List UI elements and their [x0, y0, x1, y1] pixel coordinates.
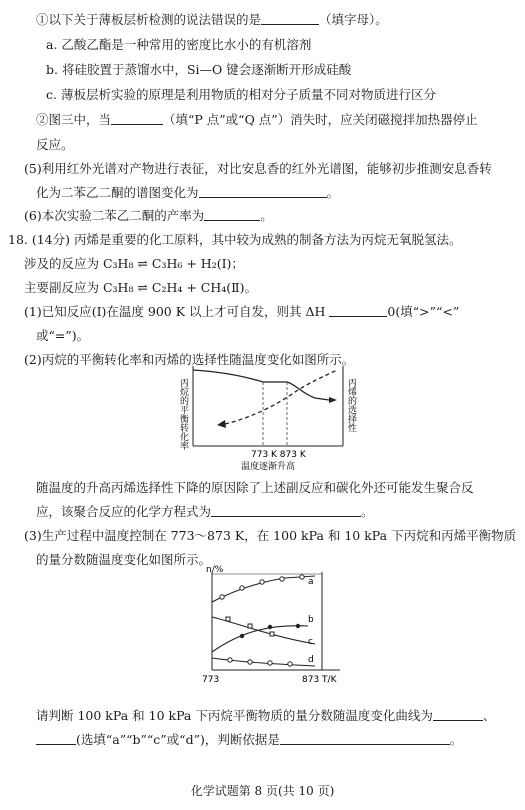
answer-blank[interactable] [111, 112, 163, 125]
reaction-1: 涉及的反应为 C₃H₈ ⇌ C₃H₆ + H₂(Ⅰ)； [24, 256, 244, 271]
curve-label-d: d [308, 655, 314, 665]
answer-blank[interactable] [280, 732, 450, 745]
question-text: 。 [449, 732, 463, 747]
q18-1 [24, 304, 459, 320]
answer-blank[interactable] [36, 732, 76, 745]
question-text: (1)已知反应(Ⅰ)在温度 900 K 以上才可自发，则其 ΔH [24, 304, 326, 319]
answer-blank[interactable] [433, 708, 483, 721]
right-axis-label: 丙烯的选择性 [346, 378, 356, 432]
question-text: （填“P 点”或“Q 点”）消失时，应关闭磁搅拌加热器停止 [163, 112, 478, 127]
q18-3-question-2 [36, 732, 462, 748]
conversion-curve [225, 370, 337, 424]
x-end-label: 873 T/K [302, 675, 337, 685]
arrow-right-icon [329, 397, 337, 403]
x-axis-label: 温度逐渐升高 [241, 462, 296, 472]
selectivity-curve [193, 370, 329, 400]
conversion-selectivity-figure [165, 358, 365, 473]
tick-labels: 773 K 873 K [251, 450, 306, 460]
curve-a-markers [220, 575, 304, 599]
q18-1-cont: 或“=”)。 [36, 328, 90, 343]
question-text: 0(填“>”“<” [387, 304, 460, 319]
q18-2-text: 随温度的升高丙烯选择性下降的原因除了上述副反应和碳化外还可能发生聚合反 [36, 480, 474, 495]
curve-b [212, 626, 308, 652]
question-text: (6)本次实验二苯乙二酮的产率为 [24, 208, 205, 223]
figure2-axes [212, 572, 340, 670]
answer-blank[interactable] [329, 304, 387, 317]
question-text: 。 [260, 208, 273, 223]
q18-2-text-2 [36, 504, 374, 520]
mole-fraction-figure [190, 562, 355, 692]
option-b: b. 将硅胶置于蒸馏水中，Si—O 键会逐渐断开形成硅酸 [46, 62, 352, 77]
q18-3-cont: 的量分数随温度变化如图所示。 [36, 552, 212, 567]
question-text: 化为二苯乙二酮的谱图变化为 [36, 185, 199, 200]
q18-2: (2)丙烷的平衡转化率和丙烯的选择性随温度变化如图所示。 [24, 352, 355, 367]
page-footer: 化学试题第 8 页(共 10 页) [190, 784, 335, 798]
q18-3: (3)生产过程中温度控制在 773～873 K，在 100 kPa 和 10 kPa 下丙烷和丙烯平衡物质 [24, 528, 517, 543]
question-text: 请判断 100 kPa 和 10 kPa 下丙烷平衡物质的量分数随温度变化曲线为 [36, 708, 433, 723]
reaction-2: 主要副反应为 C₃H₈ ⇌ C₂H₄ + CH₄(Ⅱ)。 [24, 280, 258, 295]
q-line-6: 反应。 [36, 137, 74, 152]
q-line-9 [24, 208, 273, 224]
answer-blank[interactable] [199, 185, 327, 198]
x-start-label: 773 [202, 675, 220, 685]
question-text: (选填“a”“b”“c”或“d”)，判断依据是 [76, 732, 280, 747]
curve-label-a: a [308, 577, 314, 587]
answer-blank[interactable] [211, 504, 361, 517]
question-text: 。 [361, 504, 374, 519]
curve-label-c: c [308, 637, 313, 647]
left-axis-label: 丙烷的平衡转化率 [178, 378, 188, 450]
answer-blank[interactable] [261, 12, 319, 25]
curve-label-b: b [308, 615, 314, 625]
answer-blank[interactable] [204, 208, 260, 221]
question-text: 应，该聚合反应的化学方程式为 [36, 504, 212, 519]
question-text: （填字母）。 [319, 12, 388, 27]
question-text: 、 [482, 708, 496, 723]
q-line-7: (5)利用红外光谱对产物进行表征，对比安息香的红外光谱图，能够初步推测安息香转 [24, 161, 492, 176]
option-a: a. 乙酸乙酯是一种常用的密度比水小的有机溶剂 [46, 37, 312, 52]
q18-3-question [36, 708, 495, 724]
question-text: ②图三中，当 [36, 112, 112, 127]
arrow-left-icon [217, 420, 226, 428]
q-line-5 [36, 112, 478, 128]
question-text: 。 [326, 185, 340, 200]
option-c: c. 薄板层析实验的原理是利用物质的相对分子质量不同对物质进行区分 [46, 87, 436, 102]
q18-title: 18. (14分) 丙烯是重要的化工原料，其中较为成熟的制备方法为丙烷无氧脱氢法。 [8, 232, 462, 247]
question-text: ①以下关于薄板层析检测的说法错误的是 [36, 12, 262, 27]
q-line-1 [36, 12, 388, 28]
y-axis-label: n/% [206, 565, 224, 575]
curve-d-markers [228, 658, 292, 666]
q-line-8 [36, 185, 339, 201]
